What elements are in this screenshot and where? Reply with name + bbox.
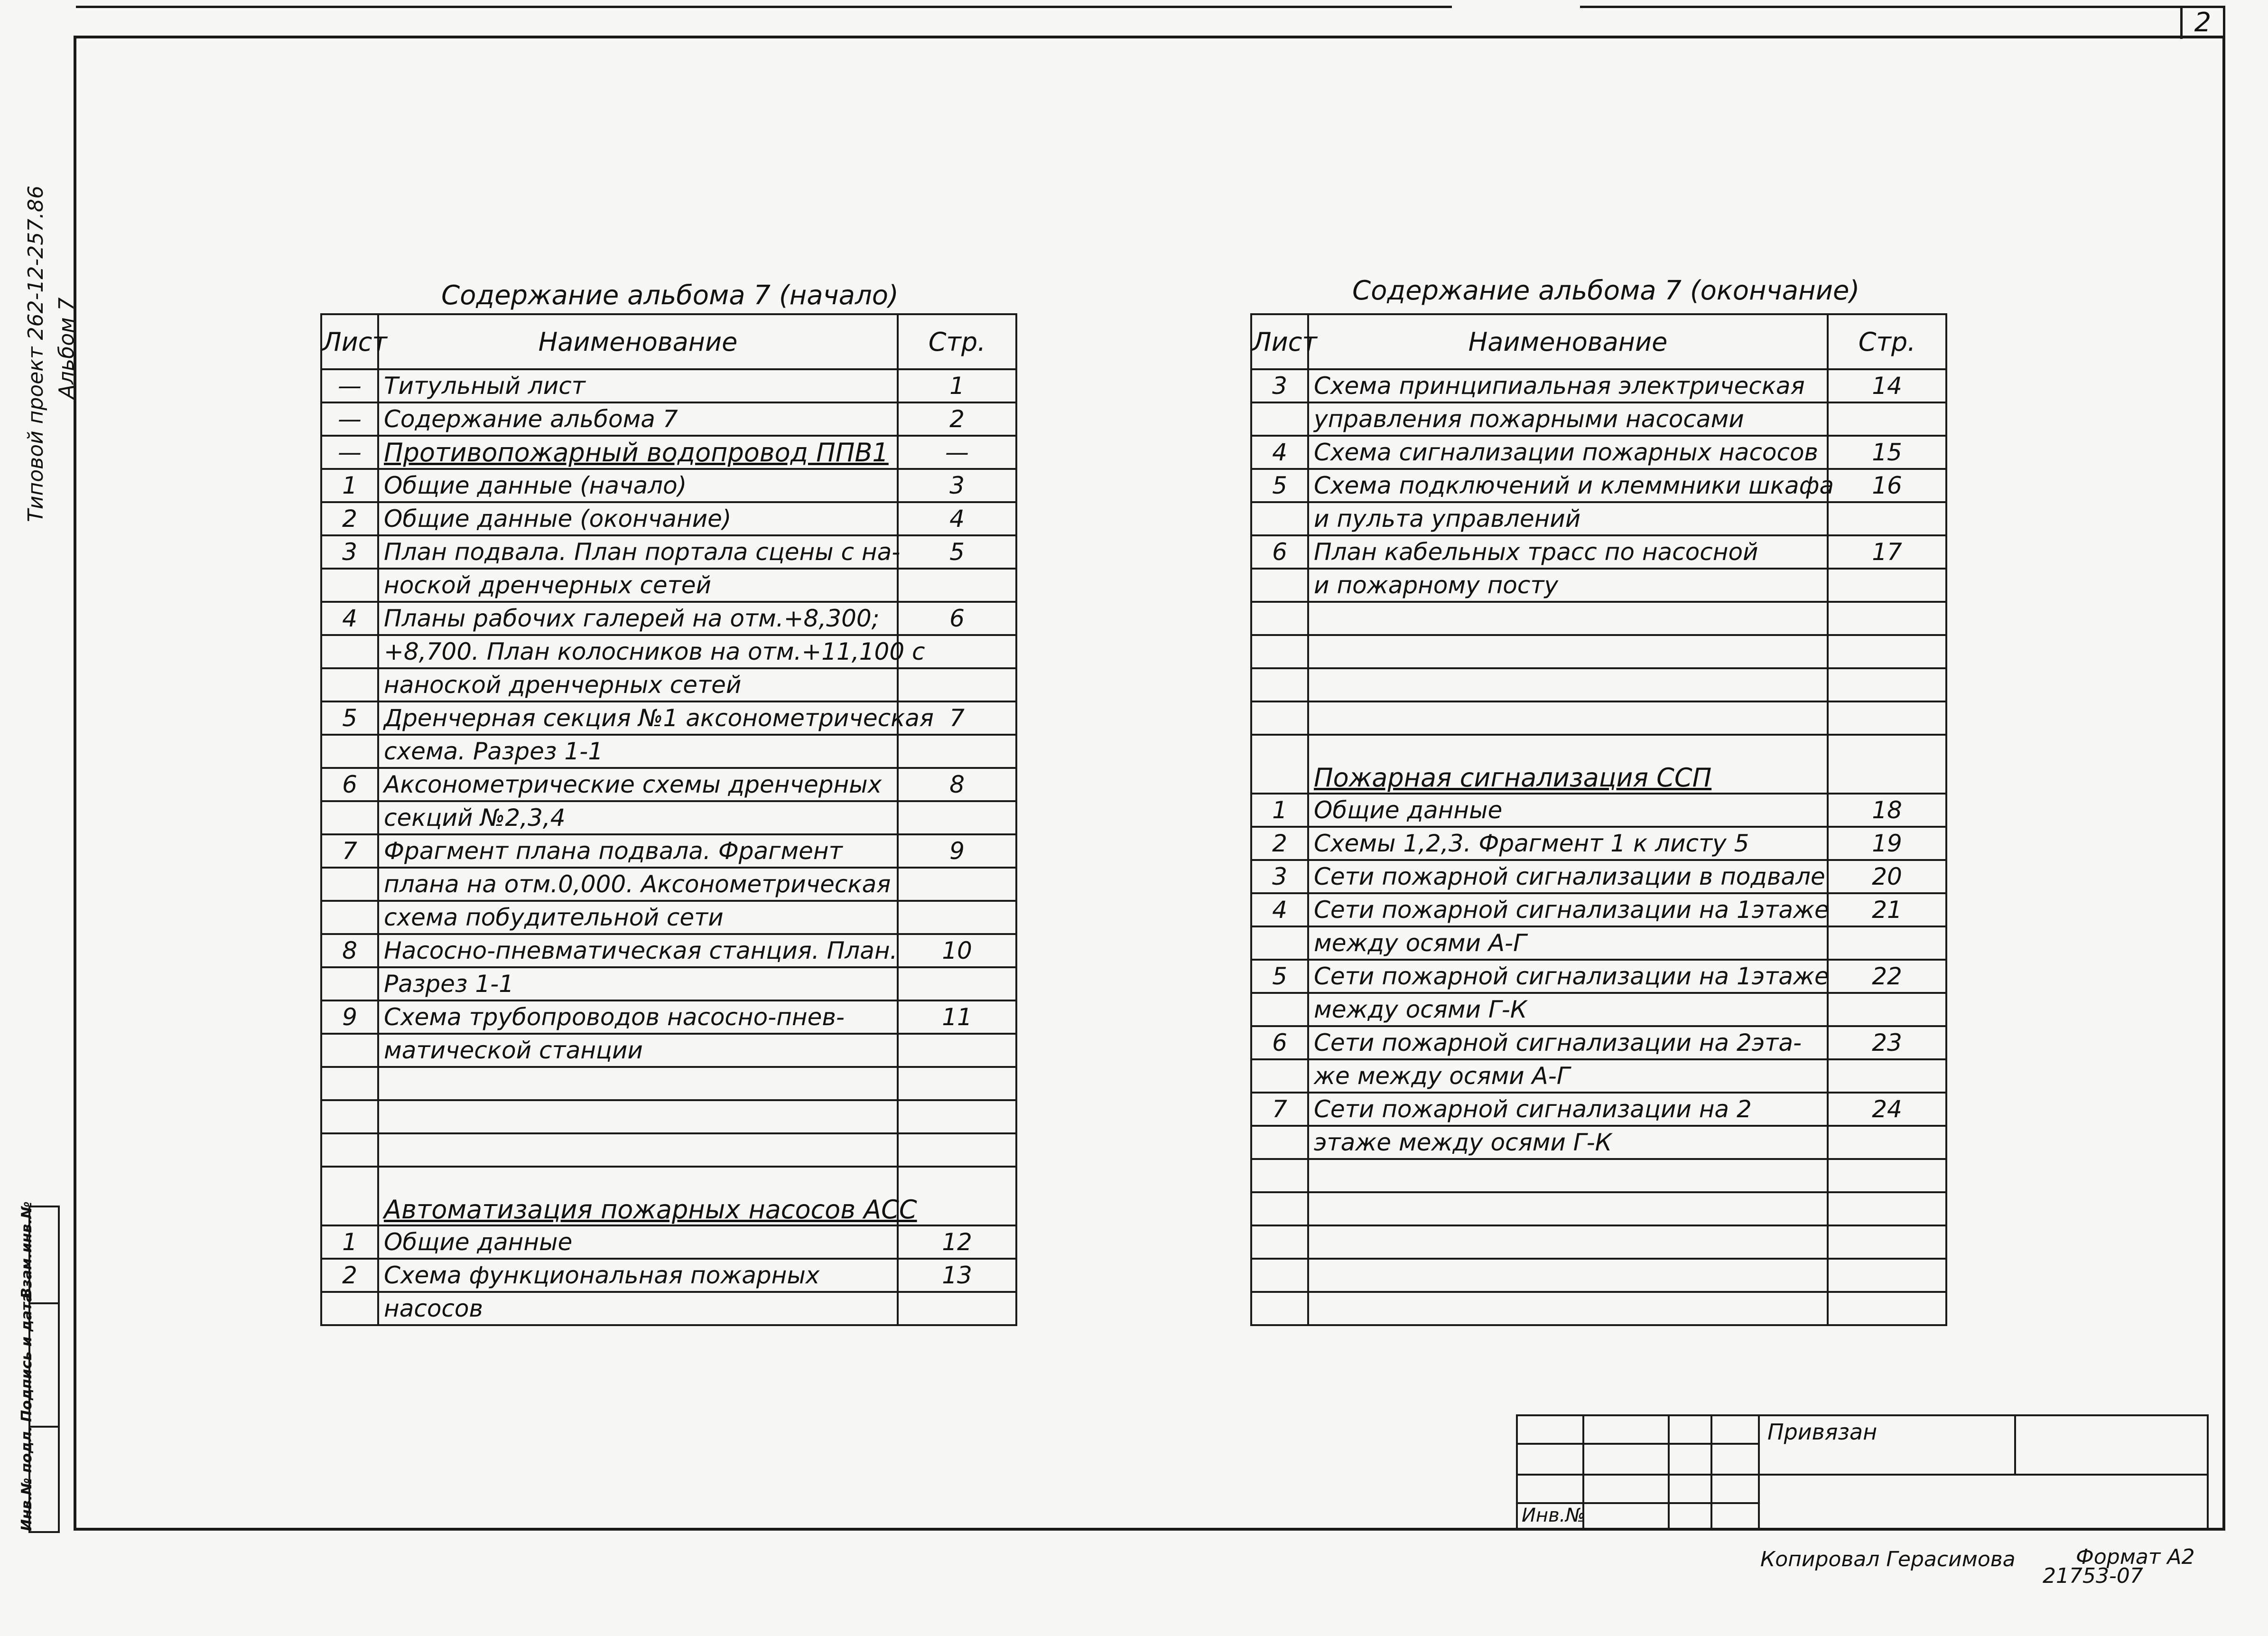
row-title: и пульта управлений — [1308, 502, 1828, 535]
left-caption: Содержание альбома 7 (начало) — [441, 280, 899, 311]
row-title — [1308, 668, 1828, 701]
row-title: схема. Разрез 1-1 — [378, 735, 898, 768]
row-title: Разрез 1-1 — [378, 967, 898, 1000]
row-title: Сети пожарной сигнализации на 2эта- — [1308, 1026, 1828, 1059]
row-title — [1308, 1292, 1828, 1325]
table-row — [1251, 402, 1946, 436]
row-title: Общие данные — [1308, 794, 1828, 827]
row-title: этаже между осями Г-К — [1308, 1126, 1828, 1159]
table-row — [321, 1167, 1016, 1225]
row-title: секций №2,3,4 — [378, 801, 898, 834]
row-page-number: — — [898, 436, 1016, 469]
row-page-number: 23 — [1828, 1026, 1946, 1059]
row-page-number — [1828, 502, 1946, 535]
table-row — [1251, 1159, 1946, 1192]
row-page-number: 2 — [898, 402, 1016, 436]
row-page-number: 12 — [898, 1225, 1016, 1259]
row-page-number — [1828, 926, 1946, 960]
row-page-number: 8 — [898, 768, 1016, 801]
row-title: Сети пожарной сигнализации на 1этаже — [1308, 960, 1828, 993]
row-sheet-number — [321, 801, 378, 834]
row-page-number: 24 — [1828, 1093, 1946, 1126]
drawing-code: 21753-07 — [2043, 1564, 2143, 1588]
row-sheet-number: 2 — [321, 1259, 378, 1292]
table-row — [1251, 469, 1946, 502]
row-page-number: 21 — [1828, 893, 1946, 926]
row-sheet-number — [1251, 1259, 1308, 1292]
row-sheet-number — [1251, 993, 1308, 1026]
table-row — [1251, 1026, 1946, 1059]
row-page-number — [1828, 993, 1946, 1026]
table-row — [1251, 1126, 1946, 1159]
row-title: между осями Г-К — [1308, 993, 1828, 1026]
row-page-number — [898, 735, 1016, 768]
row-title: Пожарная сигнализация ССП — [1308, 735, 1828, 794]
row-title: насосов — [378, 1292, 898, 1325]
row-sheet-number: — — [321, 436, 378, 469]
header-sheet: Лист — [1251, 314, 1308, 369]
row-sheet-number — [1251, 602, 1308, 635]
row-title: схема побудительной сети — [378, 901, 898, 934]
row-sheet-number — [321, 1100, 378, 1133]
table-row — [321, 469, 1016, 502]
row-page-number — [898, 668, 1016, 701]
row-page-number — [1828, 602, 1946, 635]
row-page-number: 7 — [898, 701, 1016, 735]
row-page-number: 3 — [898, 469, 1016, 502]
table-row — [1251, 502, 1946, 535]
row-sheet-number: 4 — [321, 602, 378, 635]
table-row — [321, 1100, 1016, 1133]
row-page-number — [1828, 1126, 1946, 1159]
table-row — [321, 402, 1016, 436]
table-row — [1251, 960, 1946, 993]
row-title — [1308, 1159, 1828, 1192]
row-title — [378, 1067, 898, 1100]
row-page-number — [898, 1100, 1016, 1133]
row-sheet-number: 5 — [1251, 960, 1308, 993]
row-page-number — [1828, 402, 1946, 436]
row-sheet-number: 1 — [321, 469, 378, 502]
stamp-cell — [19, 1426, 58, 1535]
row-title: План подвала. План портала сцены с на- — [378, 535, 898, 569]
table-row — [1251, 535, 1946, 569]
row-page-number: 14 — [1828, 369, 1946, 402]
table-row — [1251, 893, 1946, 926]
row-sheet-number — [321, 901, 378, 934]
table-row — [1251, 794, 1946, 827]
row-page-number: 16 — [1828, 469, 1946, 502]
row-sheet-number: 8 — [321, 934, 378, 967]
row-page-number — [898, 1292, 1016, 1325]
table-row — [321, 1259, 1016, 1292]
row-page-number — [898, 901, 1016, 934]
row-page-number — [898, 569, 1016, 602]
row-page-number: 17 — [1828, 535, 1946, 569]
table-row — [1251, 1093, 1946, 1126]
row-page-number: 5 — [898, 535, 1016, 569]
table-row — [321, 535, 1016, 569]
row-title: Титульный лист — [378, 369, 898, 402]
row-sheet-number — [1251, 1225, 1308, 1259]
row-title — [1308, 635, 1828, 668]
row-sheet-number: 3 — [1251, 860, 1308, 893]
row-title: Сети пожарной сигнализации на 2 — [1308, 1093, 1828, 1126]
table-row — [321, 635, 1016, 668]
row-page-number — [898, 1133, 1016, 1167]
table-row — [321, 901, 1016, 934]
right-caption: Содержание альбома 7 (окончание) — [1352, 275, 1860, 306]
top-edge-line — [76, 6, 1452, 8]
row-title — [1308, 701, 1828, 735]
row-page-number — [898, 967, 1016, 1000]
right-contents-table — [1250, 313, 1947, 1326]
stamp-cell — [19, 1201, 58, 1302]
table-row — [321, 1067, 1016, 1100]
table-row — [1251, 1259, 1946, 1292]
row-title: ноской дренчерных сетей — [378, 569, 898, 602]
row-sheet-number: 2 — [1251, 827, 1308, 860]
row-sheet-number: 9 — [321, 1000, 378, 1034]
row-title: же между осями А-Г — [1308, 1059, 1828, 1093]
row-title: Содержание альбома 7 — [378, 402, 898, 436]
row-title: Общие данные (начало) — [378, 469, 898, 502]
row-title: Схема сигнализации пожарных насосов — [1308, 436, 1828, 469]
row-title: Планы рабочих галерей на отм.+8,300; — [378, 602, 898, 635]
sheet-format: Формат А2 — [2076, 1545, 2195, 1569]
header-name: Наименование — [378, 314, 898, 369]
table-row — [321, 868, 1016, 901]
row-page-number — [898, 1034, 1016, 1067]
row-title: между осями А-Г — [1308, 926, 1828, 960]
header-sheet: Лист — [321, 314, 378, 369]
row-sheet-number: 1 — [1251, 794, 1308, 827]
row-page-number — [1828, 1059, 1946, 1093]
table-row — [1251, 569, 1946, 602]
row-sheet-number — [321, 569, 378, 602]
row-sheet-number: 3 — [1251, 369, 1308, 402]
table-row — [1251, 635, 1946, 668]
title-block — [1516, 1414, 2209, 1531]
table-row — [1251, 701, 1946, 735]
table-row — [321, 1225, 1016, 1259]
row-title: Противопожарный водопровод ППВ1 — [378, 436, 898, 469]
side-title-line1: Типовой проект 262-12-257.86 — [24, 185, 48, 522]
row-sheet-number: 5 — [1251, 469, 1308, 502]
left-stamp — [19, 1201, 60, 1533]
row-page-number: 11 — [898, 1000, 1016, 1034]
table-row — [1251, 993, 1946, 1026]
row-sheet-number — [321, 668, 378, 701]
row-title: Дренчерная секция №1 аксонометрическая — [378, 701, 898, 735]
table-row — [321, 1133, 1016, 1167]
row-sheet-number — [321, 1292, 378, 1325]
row-page-number: 13 — [898, 1259, 1016, 1292]
table-row — [1251, 1292, 1946, 1325]
left-contents-table — [320, 313, 1017, 1326]
row-title: наноской дренчерных сетей — [378, 668, 898, 701]
row-title: плана на отм.0,000. Аксонометрическая — [378, 868, 898, 901]
row-title — [1308, 1225, 1828, 1259]
row-sheet-number: 5 — [321, 701, 378, 735]
table-row — [1251, 369, 1946, 402]
row-sheet-number — [1251, 926, 1308, 960]
row-sheet-number — [321, 1034, 378, 1067]
row-title: Схема функциональная пожарных — [378, 1259, 898, 1292]
table-row — [1251, 926, 1946, 960]
stamp-cell — [19, 1292, 58, 1426]
header-name: Наименование — [1308, 314, 1828, 369]
row-title: План кабельных трасс по насосной — [1308, 535, 1828, 569]
row-title: Сети пожарной сигнализации в подвале — [1308, 860, 1828, 893]
row-page-number: 4 — [898, 502, 1016, 535]
table-row — [321, 502, 1016, 535]
table-row — [321, 934, 1016, 967]
side-title-line2: Альбом 7 — [55, 297, 79, 399]
row-sheet-number — [1251, 1192, 1308, 1225]
row-sheet-number — [321, 635, 378, 668]
table-row — [321, 1034, 1016, 1067]
row-title: и пожарному посту — [1308, 569, 1828, 602]
inv-label: Инв.№ — [1522, 1505, 1585, 1526]
row-page-number: 6 — [898, 602, 1016, 635]
copied-by: Копировал Герасимова — [1760, 1547, 2016, 1571]
row-page-number — [1828, 1159, 1946, 1192]
row-page-number: 19 — [1828, 827, 1946, 860]
table-row — [321, 569, 1016, 602]
sheet-number: 2 — [2180, 6, 2225, 39]
row-sheet-number — [1251, 502, 1308, 535]
row-page-number: 1 — [898, 369, 1016, 402]
stamp-label: Инв.№ подл. — [19, 1426, 35, 1531]
row-page-number — [1828, 668, 1946, 701]
table-row — [1251, 602, 1946, 635]
row-sheet-number: 4 — [1251, 436, 1308, 469]
row-page-number: 15 — [1828, 436, 1946, 469]
row-title: Сети пожарной сигнализации на 1этаже — [1308, 893, 1828, 926]
table-row — [321, 369, 1016, 402]
table-row — [1251, 735, 1946, 794]
table-row — [1251, 1059, 1946, 1093]
row-sheet-number — [321, 1067, 378, 1100]
row-title: Общие данные (окончание) — [378, 502, 898, 535]
row-sheet-number — [1251, 569, 1308, 602]
table-row — [321, 701, 1016, 735]
row-sheet-number — [1251, 1126, 1308, 1159]
table-row — [1251, 1192, 1946, 1225]
row-sheet-number — [321, 1133, 378, 1167]
row-sheet-number: — — [321, 369, 378, 402]
table-row — [1251, 1225, 1946, 1259]
table-row — [321, 602, 1016, 635]
row-title: Схема подключений и клеммники шкафа — [1308, 469, 1828, 502]
table-header-row — [1251, 314, 1946, 369]
row-title — [1308, 1192, 1828, 1225]
row-title: Насосно-пневматическая станция. План. — [378, 934, 898, 967]
row-title: управления пожарными насосами — [1308, 402, 1828, 436]
table-row — [1251, 827, 1946, 860]
row-page-number — [1828, 1225, 1946, 1259]
table-row — [1251, 436, 1946, 469]
row-sheet-number — [321, 868, 378, 901]
row-sheet-number — [321, 735, 378, 768]
row-title — [378, 1100, 898, 1133]
table-row — [321, 436, 1016, 469]
top-edge-line — [1580, 6, 2183, 8]
row-title: Схемы 1,2,3. Фрагмент 1 к листу 5 — [1308, 827, 1828, 860]
row-page-number — [1828, 735, 1946, 794]
row-sheet-number — [1251, 635, 1308, 668]
stamp-label: Взам.инв.№ — [19, 1201, 35, 1299]
row-sheet-number — [1251, 668, 1308, 701]
row-sheet-number: 1 — [321, 1225, 378, 1259]
row-page-number: 9 — [898, 834, 1016, 868]
row-page-number — [898, 1067, 1016, 1100]
row-title: Фрагмент плана подвала. Фрагмент — [378, 834, 898, 868]
row-page-number: 20 — [1828, 860, 1946, 893]
table-row — [321, 768, 1016, 801]
row-sheet-number: 6 — [321, 768, 378, 801]
row-title: +8,700. План колосников на отм.+11,100 с — [378, 635, 898, 668]
stamp-label: Подпись и дата — [19, 1292, 35, 1422]
row-page-number — [1828, 1192, 1946, 1225]
row-sheet-number — [1251, 402, 1308, 436]
row-page-number — [1828, 1292, 1946, 1325]
row-title: матической станции — [378, 1034, 898, 1067]
row-sheet-number: 6 — [1251, 1026, 1308, 1059]
table-row — [321, 1000, 1016, 1034]
row-sheet-number — [321, 1167, 378, 1225]
header-page: Стр. — [1828, 314, 1946, 369]
row-sheet-number — [1251, 1159, 1308, 1192]
table-header-row — [321, 314, 1016, 369]
table-row — [321, 668, 1016, 701]
row-page-number — [1828, 701, 1946, 735]
row-sheet-number — [321, 967, 378, 1000]
row-page-number: 10 — [898, 934, 1016, 967]
row-page-number — [1828, 635, 1946, 668]
row-sheet-number — [1251, 1292, 1308, 1325]
row-page-number: 18 — [1828, 794, 1946, 827]
table-row — [1251, 668, 1946, 701]
row-sheet-number — [1251, 1059, 1308, 1093]
row-page-number — [1828, 1259, 1946, 1292]
row-page-number — [898, 868, 1016, 901]
table-row — [321, 735, 1016, 768]
table-row — [321, 967, 1016, 1000]
row-sheet-number: — — [321, 402, 378, 436]
row-title: Схема трубопроводов насосно-пнев- — [378, 1000, 898, 1034]
row-sheet-number — [1251, 701, 1308, 735]
row-title — [1308, 602, 1828, 635]
row-sheet-number: 6 — [1251, 535, 1308, 569]
table-row — [321, 834, 1016, 868]
row-page-number — [898, 801, 1016, 834]
table-row — [321, 801, 1016, 834]
row-sheet-number — [1251, 735, 1308, 794]
row-page-number: 22 — [1828, 960, 1946, 993]
row-page-number — [1828, 569, 1946, 602]
row-title: Аксонометрические схемы дренчерных — [378, 768, 898, 801]
side-title — [14, 152, 85, 532]
table-row — [321, 1292, 1016, 1325]
row-sheet-number: 7 — [321, 834, 378, 868]
row-title — [378, 1133, 898, 1167]
row-sheet-number: 7 — [1251, 1093, 1308, 1126]
row-sheet-number: 4 — [1251, 893, 1308, 926]
bound-label: Привязан — [1767, 1419, 1878, 1445]
table-row — [1251, 860, 1946, 893]
row-title — [1308, 1259, 1828, 1292]
row-sheet-number: 2 — [321, 502, 378, 535]
row-title: Схема принципиальная электрическая — [1308, 369, 1828, 402]
row-sheet-number: 3 — [321, 535, 378, 569]
row-title: Общие данные — [378, 1225, 898, 1259]
header-page: Стр. — [898, 314, 1016, 369]
row-title: Автоматизация пожарных насосов АСС — [378, 1167, 898, 1225]
